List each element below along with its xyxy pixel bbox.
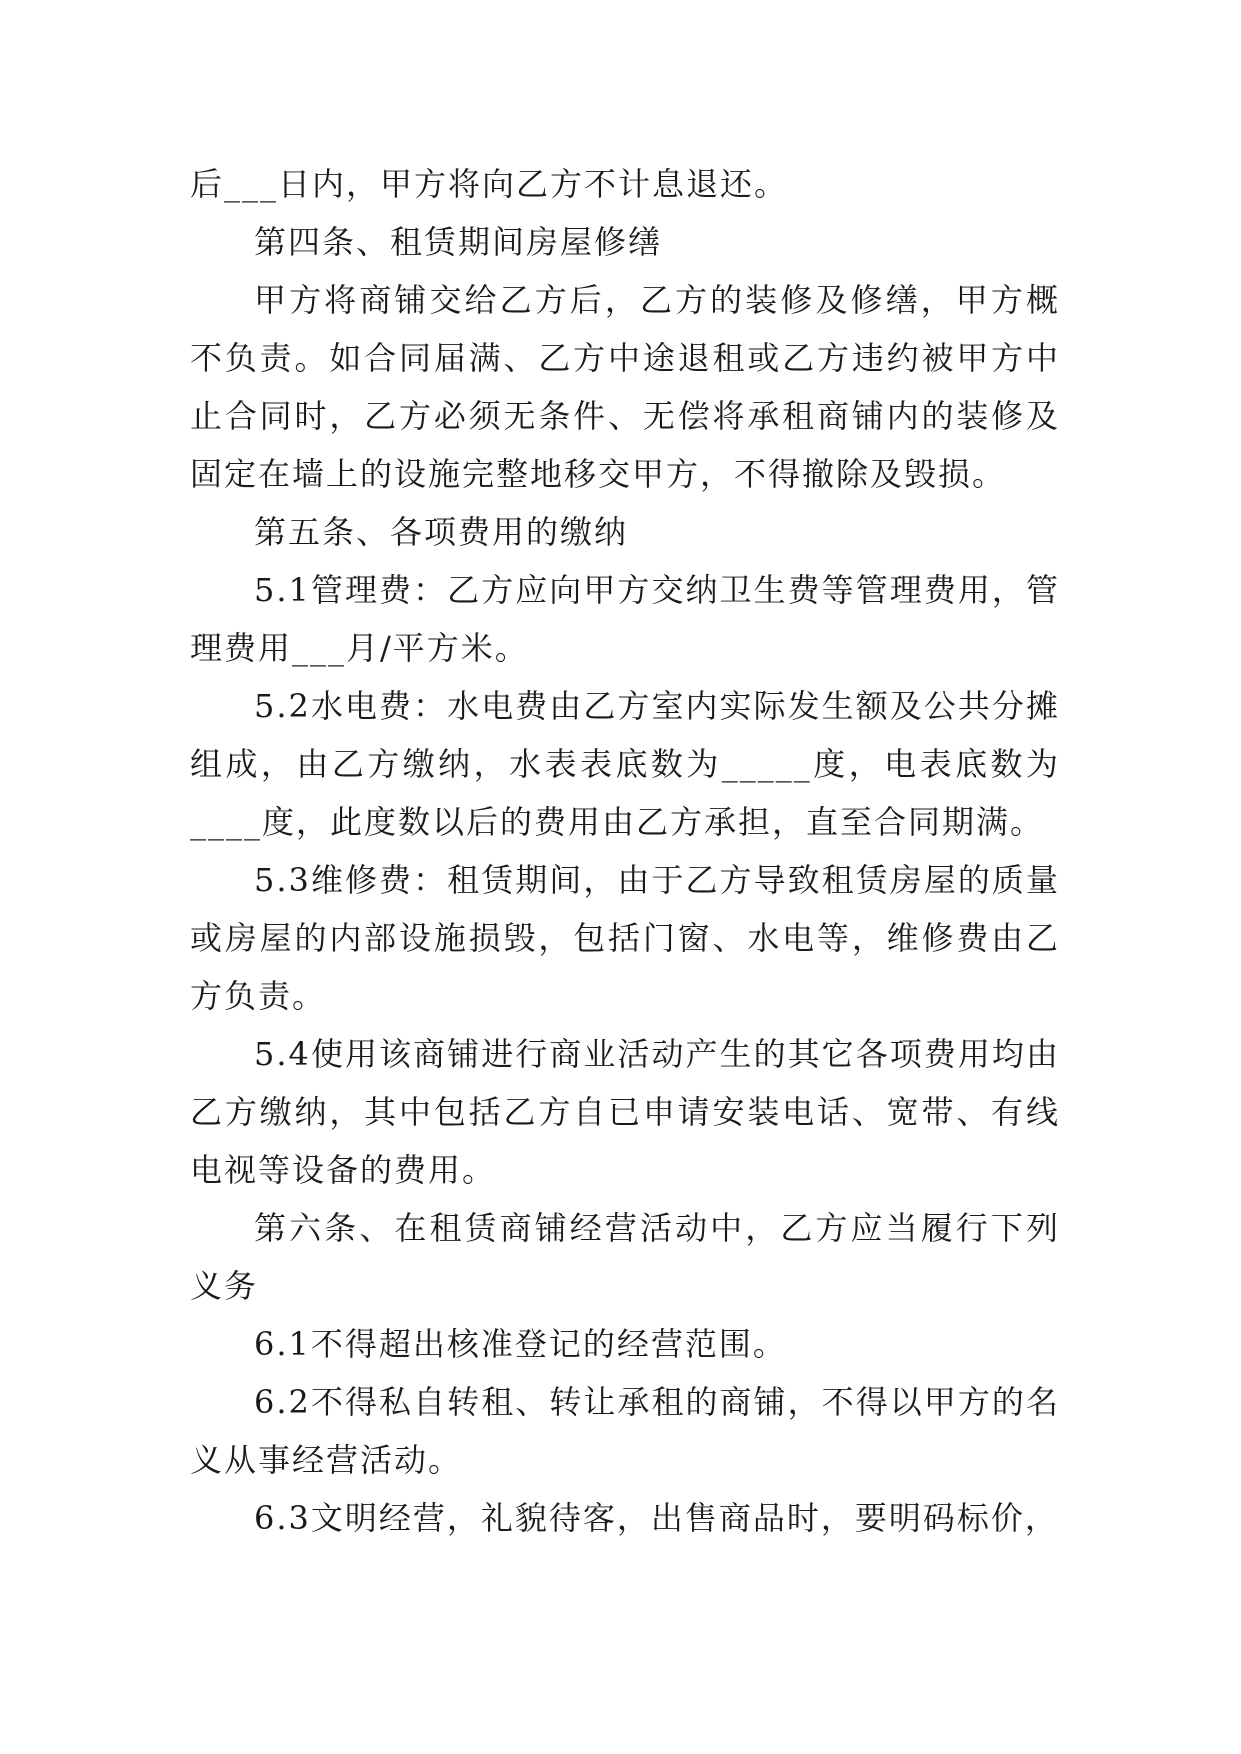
heading-article-6: 第六条、在租赁商铺经营活动中，乙方应当履行下列义务 [190, 1209, 1060, 1305]
heading-article-4: 第四条、租赁期间房屋修缮 [254, 223, 663, 261]
clause-6-2-sublease: 6.2不得私自转租、转让承租的商铺，不得以甲方的名义从事经营活动。 [190, 1383, 1060, 1479]
clause-5-1-management-fee: 5.1管理费：乙方应向甲方交纳卫生费等管理费用，管理费用___月/平方米。 [190, 571, 1060, 667]
clause-6-3-conduct: 6.3文明经营，礼貌待客，出售商品时，要明码标价， [254, 1499, 1059, 1537]
clause-5-2-utilities: 5.2水电费：水电费由乙方室内实际发生额及公共分摊组成，由乙方缴纳，水表表底数为_____度，电表底数为____度，此度数以后的费用由乙方承担，直至合同期满。 [190, 687, 1060, 841]
clause-5-4-other-fees: 5.4使用该商铺进行商业活动产生的其它各项费用均由乙方缴纳，其中包括乙方自已申请安装电话、宽带、有线电视等设备的费用。 [190, 1035, 1060, 1189]
heading-article-5: 第五条、各项费用的缴纳 [254, 513, 629, 551]
clause-6-1-scope: 6.1不得超出核准登记的经营范围。 [254, 1325, 787, 1363]
paragraph-renovation: 甲方将商铺交给乙方后，乙方的装修及修缮，甲方概不负责。如合同届满、乙方中途退租或乙方违约被甲方中止合同时，乙方必须无条件、无偿将承租商铺内的装修及固定在墙上的设施完整地移交甲方，不得撤除及毁损。 [190, 281, 1060, 493]
paragraph-refund-continuation: 后___日内，甲方将向乙方不计息退还。 [190, 165, 789, 203]
document-body [190, 155, 1060, 1547]
clause-5-3-maintenance: 5.3维修费：租赁期间，由于乙方导致租赁房屋的质量或房屋的内部设施损毁，包括门窗、水电等，维修费由乙方负责。 [190, 861, 1060, 1015]
